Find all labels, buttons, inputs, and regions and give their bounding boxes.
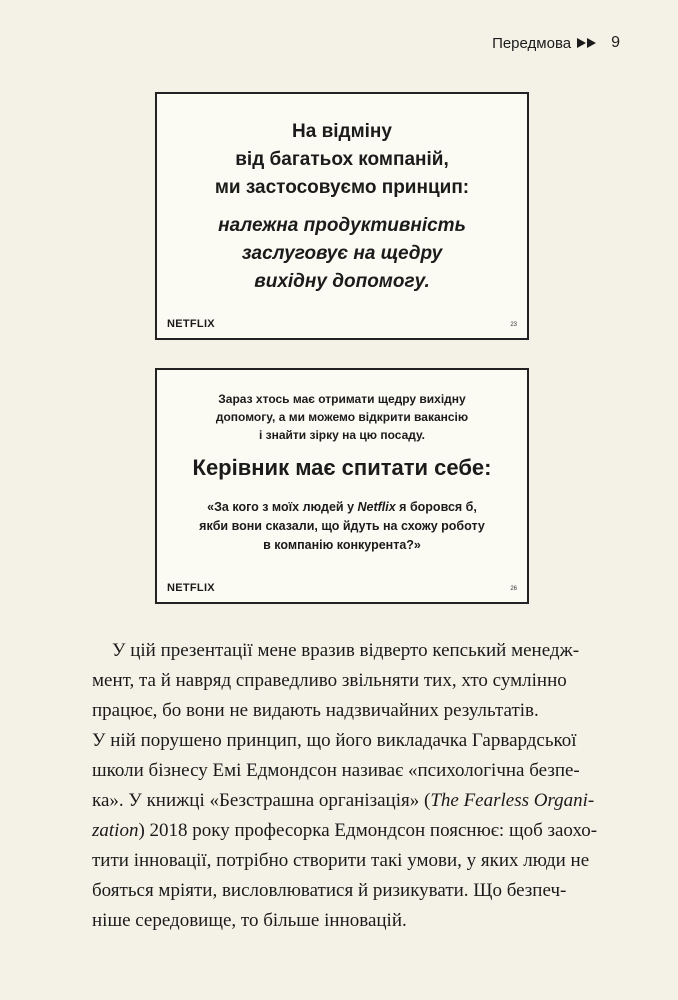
- section-title: Передмова: [492, 34, 572, 52]
- body-text-run: ) 2018 року професорка Едмондсон пояснює: щоб заохо-: [138, 820, 598, 841]
- slide1-bold-line: ми застосовуємо принцип:: [214, 177, 470, 198]
- question-text: я боровся б,: [395, 500, 477, 514]
- body-paragraph: [92, 636, 640, 936]
- slide2-question-line: [157, 498, 527, 517]
- page-number: 9: [611, 34, 620, 51]
- slide2-intro-line: допомогу, а ми можемо відкрити вакансію: [215, 410, 469, 424]
- book-title-italic: zation: [92, 820, 139, 841]
- slide1-italic-line: заслуговує на щедру: [241, 243, 443, 264]
- body-line: бояться мріяти, висловлюватися й ризикувати. Що безпеч-: [92, 880, 567, 901]
- slide1-bold-line: від багатьох компаній,: [235, 149, 449, 170]
- body-line: [92, 786, 640, 816]
- body-line: школи бізнесу Емі Едмондсон називає «психологічна безпе-: [92, 760, 580, 781]
- slide2-question-line: в компанію конкурента?»: [263, 538, 421, 552]
- body-line: мент, та й навряд справедливо звільняти тих, хто сумлінно: [92, 670, 567, 691]
- question-text: «За кого з моїх людей у: [207, 500, 358, 514]
- body-line: ніше середовище, то більше інновацій.: [92, 910, 407, 931]
- slide2-question: [157, 498, 527, 555]
- netflix-logo: NETFLIX: [167, 582, 215, 594]
- slide-keeper-test: [155, 368, 529, 604]
- slide2-intro-line: і знайти зірку на цю посаду.: [258, 428, 425, 442]
- slide-number: 26: [510, 586, 517, 592]
- slide2-intro: [157, 390, 527, 444]
- slide2-intro-line: Зараз хтось має отримати щедру вихідну: [218, 392, 466, 406]
- body-line: У ній порушено принцип, що його викладачка Гарвардської: [92, 730, 577, 751]
- body-line: У цій презентації мене вразив відверто кепський менедж-: [112, 640, 580, 661]
- slide1-statement: [157, 118, 527, 202]
- slide-number: 23: [510, 322, 517, 328]
- slide1-italic-line: належна продуктивність: [218, 215, 466, 236]
- question-brand: Netflix: [357, 500, 396, 514]
- double-arrow-icon: [577, 37, 599, 49]
- running-header: [492, 34, 620, 52]
- body-line: тити інновації, потрібно створити такі умови, у яких люди не: [92, 850, 590, 871]
- slide-generous-severance: [155, 92, 529, 340]
- body-line: [92, 816, 640, 846]
- slide1-principle: [157, 212, 527, 296]
- slide1-italic-line: вихідну допомогу.: [254, 271, 430, 292]
- slide2-question-line: якби вони сказали, що йдуть на схожу роботу: [199, 519, 485, 533]
- netflix-logo: NETFLIX: [167, 318, 215, 330]
- book-title-italic: The Fearless Organi-: [430, 790, 595, 811]
- body-text-run: ка». У книжці «Безстрашна організація» (: [92, 790, 431, 811]
- body-line: працює, бо вони не видають надзвичайних результатів.: [92, 700, 539, 721]
- slide1-bold-line: На відміну: [292, 121, 392, 142]
- slide2-headline: Керівник має спитати себе:: [192, 455, 492, 480]
